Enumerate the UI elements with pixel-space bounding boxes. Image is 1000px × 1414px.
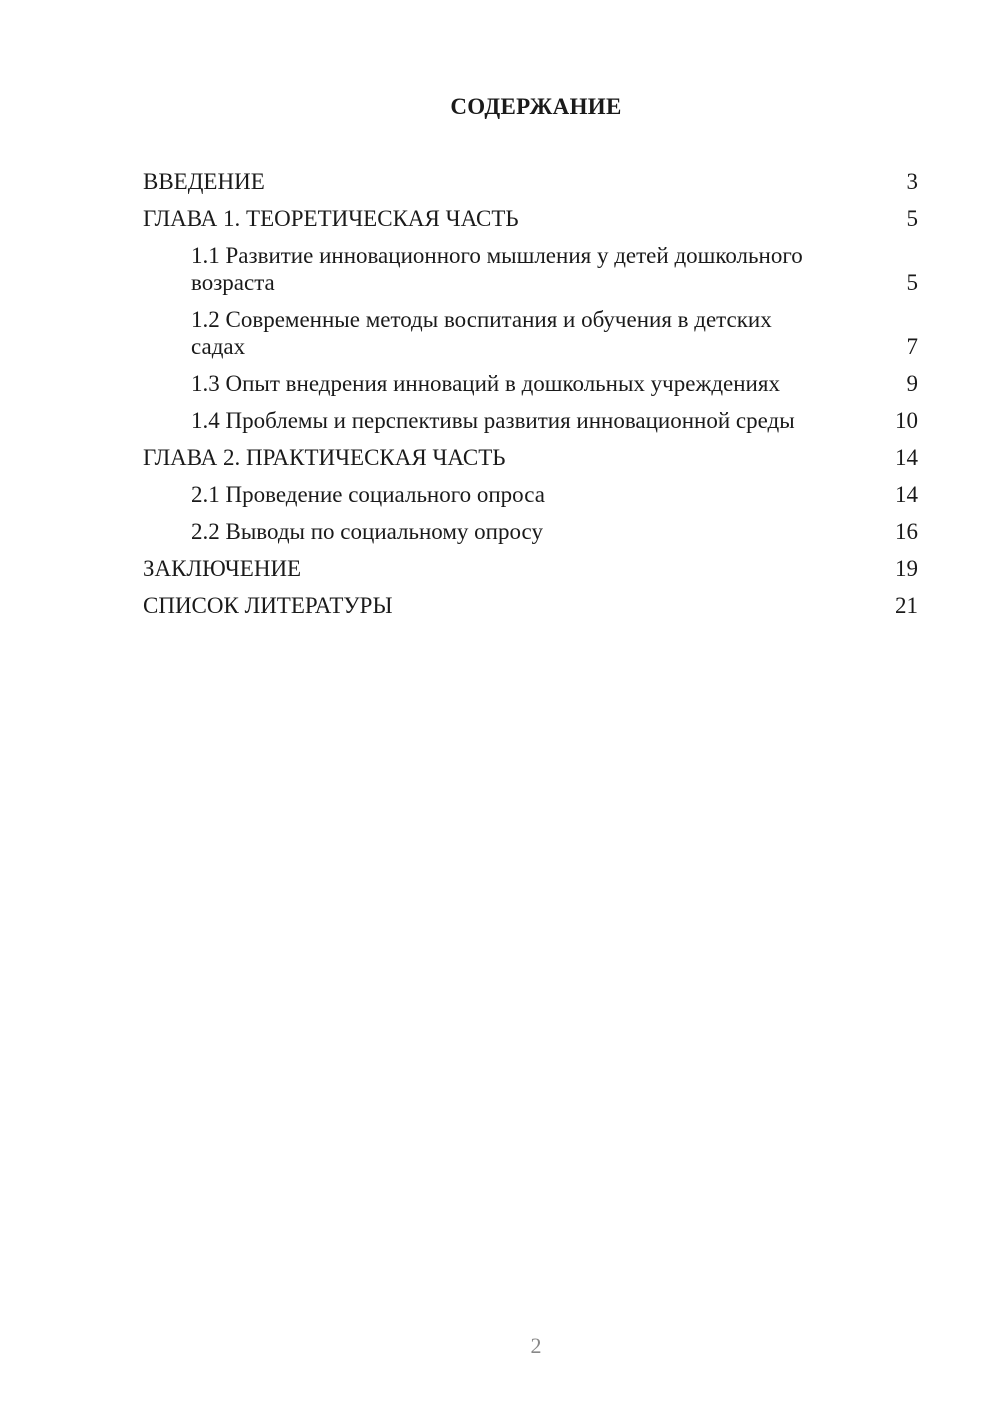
toc-entry-title: 1.4 Проблемы и перспективы развития инновационной среды [191, 408, 795, 433]
toc-entry-page: 7 [906, 334, 918, 359]
toc-entry-title: ЗАКЛЮЧЕНИЕ [143, 556, 302, 581]
toc-entry-title: ВВЕДЕНИЕ [143, 169, 265, 194]
toc-entry-chapter-2 [143, 444, 918, 471]
toc-entry-title: ГЛАВА 2. ПРАКТИЧЕСКАЯ ЧАСТЬ [143, 445, 506, 470]
toc-entry-chapter-1 [143, 205, 918, 232]
toc-entry-title: ГЛАВА 1. ТЕОРЕТИЧЕСКАЯ ЧАСТЬ [143, 206, 519, 231]
toc-entry-section-1-3 [143, 370, 918, 397]
page-number: 2 [530, 1333, 542, 1358]
toc-entry-bibliography [143, 592, 918, 619]
toc-entry-page: 16 [895, 519, 918, 544]
toc-entry-title: СПИСОК ЛИТЕРАТУРЫ [143, 593, 393, 618]
toc-entry-page: 10 [895, 408, 918, 433]
toc-entry-conclusion [143, 555, 918, 582]
toc-entry-introduction [143, 168, 918, 195]
table-of-contents [143, 168, 918, 629]
toc-entry-page: 14 [895, 482, 918, 507]
toc-entry-page: 19 [895, 556, 918, 581]
page-title: СОДЕРЖАНИЕ [450, 94, 622, 119]
toc-entry-section-1-2 [143, 306, 918, 360]
toc-entry-page: 5 [906, 270, 918, 295]
toc-entry-title: 2.1 Проведение социального опроса [191, 482, 545, 507]
toc-entry-page: 14 [895, 445, 918, 470]
toc-entry-title: 1.3 Опыт внедрения инноваций в дошкольных учреждениях [191, 371, 780, 396]
toc-entry-section-2-2 [143, 518, 918, 545]
toc-entry-title: 1.2 Современные методы воспитания и обучения в детских садах [191, 307, 772, 359]
toc-entry-section-1-1 [143, 242, 918, 296]
toc-entry-section-2-1 [143, 481, 918, 508]
toc-entry-section-1-4 [143, 407, 918, 434]
toc-entry-page: 5 [906, 206, 918, 231]
toc-entry-title: 2.2 Выводы по социальному опросу [191, 519, 543, 544]
toc-entry-page: 21 [895, 593, 918, 618]
toc-entry-page: 3 [906, 169, 918, 194]
toc-entry-title: 1.1 Развитие инновационного мышления у детей дошкольного возраста [191, 243, 803, 295]
toc-entry-page: 9 [906, 371, 918, 396]
